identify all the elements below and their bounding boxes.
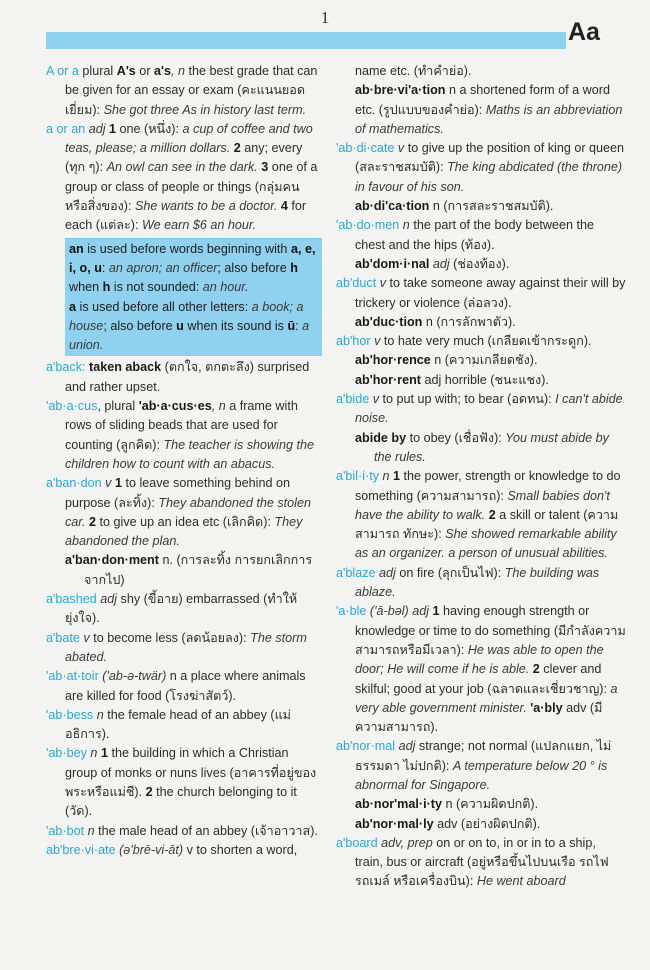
definition: n. (การละทิ้ง การยกเลิกการจากไป) xyxy=(84,553,313,587)
note-text: : xyxy=(101,260,109,275)
sense-number: 1 xyxy=(114,476,122,491)
headword: 'ab·bess xyxy=(46,707,94,722)
note-text: when xyxy=(69,280,103,295)
headword: 'ab·do·men xyxy=(336,218,400,233)
pos: v xyxy=(376,276,390,291)
usage-note-box xyxy=(65,238,322,357)
definition: to put up with; to bear (อดทน): xyxy=(382,392,556,407)
example: I can't abide noise. xyxy=(355,392,623,426)
headword: 'ab·di·cate xyxy=(336,141,395,156)
pos: v xyxy=(79,630,94,645)
headword: 'ab·bot xyxy=(46,823,85,838)
definition: n a place where animals are killed for food (โรงฆ่าสัตว์). xyxy=(65,669,306,703)
entry-abandon xyxy=(46,474,322,590)
derived-form xyxy=(355,371,626,390)
example: The king abdicated (the throne) in favour of his son. xyxy=(355,160,623,194)
entry-abattoir xyxy=(46,667,322,706)
definition: the male head of an abbey (เจ้าอาวาส). xyxy=(98,823,318,838)
headword: A or a xyxy=(46,64,79,78)
note-example: an hour. xyxy=(202,280,249,295)
entry-aboard xyxy=(336,834,626,892)
headword: 'ab·bey xyxy=(46,746,87,761)
bold-form: 'ab·a·cus·es xyxy=(138,399,212,414)
pos: v xyxy=(101,476,115,491)
example: They abandoned the plan. xyxy=(65,514,303,549)
definition: a frame with rows of sliding beads that are used for counting (ลูกคิด): xyxy=(65,399,298,452)
note-bold: a xyxy=(69,299,77,314)
pos: adj xyxy=(96,592,121,607)
pos: , n xyxy=(171,64,186,78)
note-bold: h xyxy=(290,260,298,275)
definition: adv (มีความสามารถ). xyxy=(355,700,603,735)
pos: adj xyxy=(412,604,433,619)
definition: the female head of an abbey (แม่อธิการ). xyxy=(65,707,291,742)
derived-form xyxy=(355,795,626,814)
example: A temperature below 20 ° is abnormal for Singapore. xyxy=(355,758,608,792)
entry-abacus xyxy=(46,397,322,474)
entry-abduct xyxy=(336,274,626,332)
definition: any; every (ทุก ๆ): xyxy=(65,141,303,175)
sense-number: 2 xyxy=(488,507,496,522)
headword: ab'bre·vi·ate xyxy=(46,842,116,857)
example: She wants to be a doctor. xyxy=(134,199,278,214)
note-text: is used before words beginning with xyxy=(83,241,291,256)
definition: to become less (ลดน้อยลง): xyxy=(93,630,251,645)
entry-abnormal xyxy=(336,737,626,833)
derived-form xyxy=(355,351,626,370)
pos: adj xyxy=(85,121,110,136)
right-column xyxy=(336,62,626,892)
note-text: is used before all other letters: xyxy=(76,299,252,314)
pos: n xyxy=(399,218,414,233)
text: plural xyxy=(78,64,117,78)
derived-form xyxy=(355,313,626,332)
pos: adv, prep xyxy=(377,835,437,850)
headword: 'ab·at·toir xyxy=(46,669,99,684)
section-letters: Aa xyxy=(568,18,600,46)
definition: to obey (เชื่อฟัง): xyxy=(406,430,506,445)
headword: a'board xyxy=(336,835,378,850)
entry-abbreviate xyxy=(46,841,322,860)
definition: (ช่องท้อง). xyxy=(453,256,510,271)
pos: n xyxy=(84,823,99,838)
headword: a'back: xyxy=(46,360,86,375)
bold-form: a's xyxy=(154,64,172,78)
bold-form: ab·bre·vi'a·tion xyxy=(355,83,446,98)
phrase: taken aback xyxy=(89,360,162,375)
bold-form: a'ban·don·ment xyxy=(65,553,159,568)
definition: on fire (ลุกเป็นไฟ): xyxy=(399,565,505,580)
definition: the best grade that can be given for an essay or exam (คะแนนยอดเยี่ยม): xyxy=(65,64,318,117)
bold-form: ab'duc·tion xyxy=(355,314,423,329)
definition: one of a group or class of people or things (กลุ่มคนหรือสิ่งของ): xyxy=(65,160,318,214)
definition: n a shortened form of a word etc. (รูปแบบของคำย่อ): xyxy=(355,83,610,117)
pos: v xyxy=(369,392,383,407)
note-example: an apron; an officer xyxy=(108,260,218,275)
continued-definition xyxy=(336,62,626,81)
definition: adv (อย่างผิดปกติ). xyxy=(433,816,541,831)
derived-form xyxy=(355,815,626,834)
definition: to hate very much (เกลียดเข้ากระดูก). xyxy=(383,334,592,349)
note-bold: ū xyxy=(287,318,296,333)
headword: a'ban·don xyxy=(46,476,102,491)
sense-number: 2 xyxy=(233,141,241,156)
bold-form: A's xyxy=(116,64,136,78)
entry-a-article xyxy=(46,120,322,236)
definition: to give up the position of king or queen (สละราชสมบัติ): xyxy=(355,141,625,175)
entry-ability xyxy=(336,467,626,563)
pos: n xyxy=(379,469,394,484)
note-text: ; also before xyxy=(217,260,291,275)
note-text: when its sound is xyxy=(183,318,288,333)
example: The building was ablaze. xyxy=(355,565,600,600)
entry-abide xyxy=(336,390,626,467)
bold-form: ab'dom·i·nal xyxy=(355,256,430,271)
headword: 'a·ble xyxy=(336,604,367,619)
sense-number: 1 xyxy=(100,746,108,761)
example: The storm abated. xyxy=(65,630,307,664)
entry-abdicate xyxy=(336,139,626,216)
definition: the part of the body between the chest and the hips (ท้อง). xyxy=(355,218,594,252)
headword: a'blaze xyxy=(336,565,376,580)
example: a cup of coffee and two teas, please; a million dollars. xyxy=(65,121,313,156)
note-example: a union. xyxy=(69,318,310,353)
pos: n xyxy=(86,746,101,761)
page-number: 1 xyxy=(320,8,330,27)
entry-a-grade xyxy=(46,62,322,120)
bold-form: abide by xyxy=(355,430,407,445)
example: a very able government minister. xyxy=(355,681,618,715)
bold-form: ab·nor'mal·i·ty xyxy=(355,797,442,812)
derived-form xyxy=(65,551,322,590)
pos: adj xyxy=(395,739,419,754)
definition: to take someone away against their will by trickery or violence (ล่อลวง). xyxy=(355,276,626,310)
sense-number: 2 xyxy=(532,662,540,677)
entry-abashed xyxy=(46,590,322,629)
headword: ab'duct xyxy=(336,276,377,291)
definition: shy (ขี้อาย) embarrassed (ทำให้ยุ่งใจ). xyxy=(65,592,298,626)
pos: n xyxy=(93,707,108,722)
example: He went aboard xyxy=(476,874,566,889)
note-bold: a, e, i, o, u xyxy=(69,241,316,275)
headword: a'bil·i·ty xyxy=(336,469,379,484)
definition: the building in which a Christian group of monks or nuns lives (อาคารที่อยู่ของพระหรือแม่ชี). xyxy=(65,746,317,799)
definition: the power, strength or knowledge to do something (ความสามารถ): xyxy=(355,469,621,503)
example: He was able to open the door; He will come if he is able. xyxy=(355,642,604,677)
bold-form: 'a·bly xyxy=(530,700,563,715)
pos: adj xyxy=(375,565,400,580)
definition: n (การลักพาตัว). xyxy=(422,314,516,329)
pos: v xyxy=(394,141,408,156)
definition: (ตกใจ, ตกตะลึง) surprised and rather upset. xyxy=(65,360,310,394)
headword: ab'nor·mal xyxy=(336,739,396,754)
note-text: : xyxy=(295,318,303,333)
pos: , n xyxy=(211,399,226,414)
definition: for each (แต่ละ): xyxy=(65,199,307,233)
headword: a'bashed xyxy=(46,592,97,607)
pronunciation: ('ab-ə-twär) xyxy=(98,669,170,684)
bold-form: ab'hor·rence xyxy=(355,353,431,368)
example: She got three As in history last term. xyxy=(103,102,307,117)
example: They abandoned the stolen car. xyxy=(65,495,311,529)
text: , plural xyxy=(97,399,139,414)
example: Maths is an abbreviation of mathematics. xyxy=(355,102,623,136)
pos: v xyxy=(370,334,384,349)
sense-number: 2 xyxy=(145,784,153,799)
definition: n (ความเกลียดชัง). xyxy=(430,353,538,368)
sense-number: 3 xyxy=(261,160,269,175)
definition: adj horrible (ชนะแชง). xyxy=(420,372,549,387)
note-text: is not sounded: xyxy=(110,280,203,295)
entry-abdomen xyxy=(336,216,626,274)
definition: n (ความผิดปกติ). xyxy=(441,797,539,812)
sense-number: 1 xyxy=(432,604,440,619)
definition: one (หนึ่ง): xyxy=(116,121,183,136)
bold-form: ab'nor·mal·ly xyxy=(355,816,434,831)
sense-number: 1 xyxy=(109,121,117,136)
entry-abhor xyxy=(336,332,626,390)
definition: having enough strength or knowledge or time to do something (มีกำลังความสามารถหรือมีเวลา): xyxy=(355,604,626,657)
example: We earn $6 an hour. xyxy=(141,218,257,233)
pronunciation: (ə'brē-vi-āt) xyxy=(115,842,187,857)
definition: strange; not normal (แปลกแยก, ไม่ธรรมดา ไม่ปกติ): xyxy=(355,739,612,773)
sense-number: 4 xyxy=(280,199,288,214)
definition: the church belonging to it (วัด). xyxy=(65,784,297,819)
phrase xyxy=(355,429,626,468)
header-color-band xyxy=(46,32,566,49)
left-column xyxy=(46,62,322,860)
definition: to give up an idea etc (เลิกคิด): xyxy=(96,514,275,529)
headword: a or an xyxy=(46,121,86,136)
note-bold: an xyxy=(69,241,84,256)
derived-form xyxy=(355,197,626,216)
definition: v to shorten a word, xyxy=(186,842,298,857)
bold-form: ab·di'ca·tion xyxy=(355,199,430,214)
entry-able xyxy=(336,602,626,737)
derived-form xyxy=(355,255,626,274)
headword: 'ab·a·cus xyxy=(46,399,98,414)
headword: ab'hor xyxy=(336,334,371,349)
definition: a skill or talent (ความสามารถ ทักษะ): xyxy=(355,507,619,542)
headword: a'bide xyxy=(336,392,370,407)
definition: clever and skilful; good at your job (ฉลาดและเชี่ยวชาญ): xyxy=(355,662,611,696)
definition: to leave something behind on purpose (ละทิ้ง): xyxy=(65,476,290,510)
entry-abbot xyxy=(46,822,322,841)
example: Small babies don't have the ability to walk. xyxy=(355,488,610,522)
example: The teacher is showing the children how to count with an abacus. xyxy=(65,437,314,471)
bold-form: ab'hor·rent xyxy=(355,372,421,387)
entry-abbey xyxy=(46,744,322,821)
headword: a'bate xyxy=(46,630,80,645)
text: or xyxy=(135,64,155,78)
example: She showed remarkable ability as an organizer. a person of unusual abilities. xyxy=(355,527,617,561)
entry-aback xyxy=(46,358,322,397)
sense-number: 2 xyxy=(89,514,97,529)
pos: adj xyxy=(429,256,454,271)
example: An owl can see in the dark. xyxy=(106,160,258,175)
example: You must abide by the rules. xyxy=(374,430,609,464)
derived-form xyxy=(336,81,626,139)
definition: n (การสละราชสมบัติ). xyxy=(429,199,554,214)
definition: on or on to, in or in to a ship, train, bus or aircraft (อยู่หรือขึ้นไปบนเรือ รถไฟ รถเมล์ หรือเครื่องบิน): xyxy=(355,835,609,889)
note-text: ; also before xyxy=(103,318,177,333)
pronunciation: ('ā-bəl) xyxy=(366,604,413,619)
entry-abate xyxy=(46,629,322,668)
note-example: a book; a house xyxy=(69,299,304,333)
entry-ablaze xyxy=(336,564,626,603)
definition: name etc. (ทำคำย่อ). xyxy=(355,64,472,78)
entry-abbess xyxy=(46,706,322,745)
note-bold: u xyxy=(176,318,184,333)
note-bold: h xyxy=(102,280,111,295)
sense-number: 1 xyxy=(393,469,401,484)
